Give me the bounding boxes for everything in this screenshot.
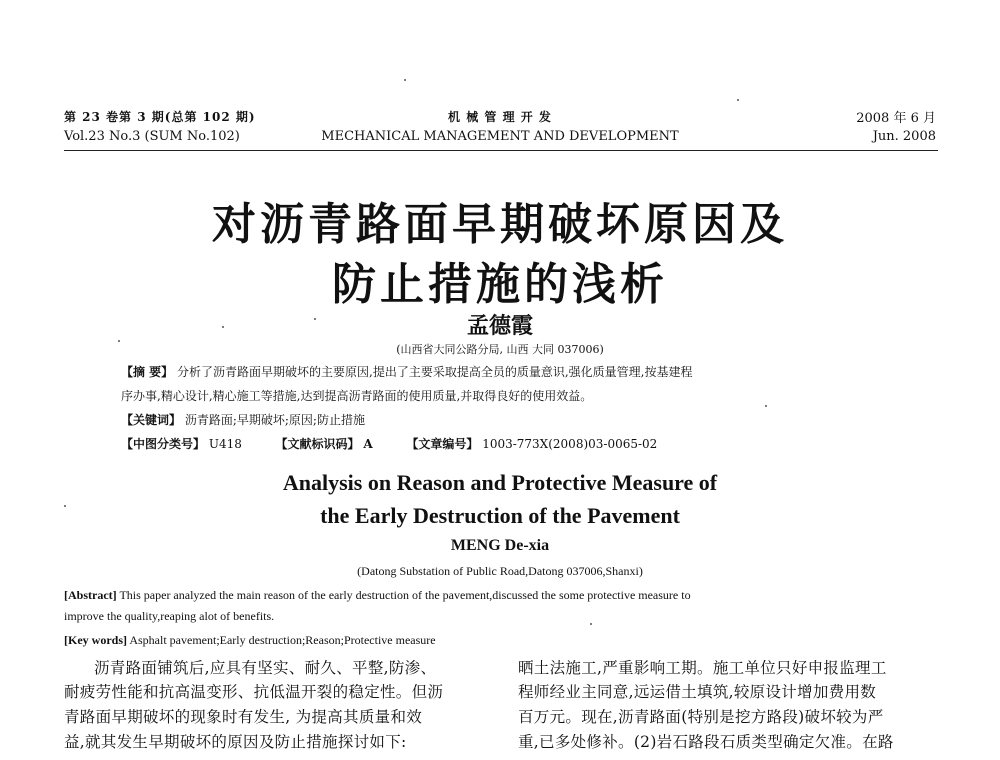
abstract-cn-line2: 序办事,精心设计,精心施工等措施,达到提高沥青路面的使用质量,并取得良好的使用效益。 bbox=[121, 389, 593, 403]
header-journal-en: MECHANICAL MANAGEMENT AND DEVELOPMENT bbox=[321, 129, 679, 144]
header-rule bbox=[64, 150, 938, 151]
body-left-line4: 益,就其发生早期破坏的原因及防止措施探讨如下: bbox=[64, 733, 407, 751]
keywords-cn-text: 沥青路面;早期破坏;原因;防止措施 bbox=[184, 413, 365, 427]
abstract-cn-text: 分析了沥青路面早期破坏的主要原因,提出了主要采取提高全员的质量意识,强化质量管理,按基建程 bbox=[177, 365, 693, 379]
keywords-en bbox=[64, 633, 436, 648]
abstract-en-label: [Abstract] bbox=[64, 588, 117, 602]
scan-speck bbox=[590, 623, 592, 625]
body-left-line3: 青路面早期破坏的现象时有发生, 为提高其质量和效 bbox=[64, 708, 423, 726]
keywords-cn bbox=[121, 411, 365, 428]
header-date-cn: 2008 年 6 月 bbox=[856, 111, 936, 126]
scan-speck bbox=[404, 79, 406, 81]
title-en-line1: Analysis on Reason and Protective Measure of bbox=[282, 470, 718, 495]
article-no-label: 【文章编号】 bbox=[406, 437, 479, 451]
keywords-en-label: [Key words] bbox=[64, 633, 127, 647]
header-issue-en: Vol.23 No.3 (SUM No.102) bbox=[64, 129, 240, 144]
keywords-cn-label: 【关键词】 bbox=[121, 413, 182, 427]
body-left-line1: 沥青路面铺筑后,应具有坚实、耐久、平整,防渗、 bbox=[94, 659, 437, 677]
scan-speck bbox=[765, 405, 767, 407]
abstract-cn-line1 bbox=[121, 363, 692, 380]
abstract-en-line1 bbox=[64, 588, 691, 603]
abstract-en-text: This paper analyzed the main reason of the early destruction of the pavement,discussed the some protective measure to bbox=[119, 588, 691, 602]
clc-value: U418 bbox=[208, 437, 242, 451]
doc-code-label: 【文献标识码】 bbox=[275, 437, 360, 451]
title-cn-line2: 防止措施的浅析 bbox=[332, 259, 668, 310]
body-right-line4: 重,已多处修补。(2)岩石路段石质类型确定欠准。在路 bbox=[518, 733, 894, 751]
abstract-en-line2: improve the quality,reaping alot of benefits. bbox=[64, 609, 275, 623]
affiliation-cn: (山西省大同公路分局, 山西 大同 037006) bbox=[396, 343, 604, 356]
body-right-line1: 晒土法施工,严重影响工期。施工单位只好申报监理工 bbox=[518, 659, 887, 677]
body-left-line2: 耐疲劳性能和抗高温变形、抗低温开裂的稳定性。但沥 bbox=[64, 683, 444, 701]
author-en: MENG De-xia bbox=[450, 537, 550, 554]
body-right-line2: 程师经业主同意,远运借土填筑,较原设计增加费用数 bbox=[518, 683, 877, 701]
author-cn: 孟德霞 bbox=[466, 313, 533, 339]
doc-code-value: A bbox=[363, 437, 373, 451]
header-issue-cn: 第 23 卷第 3 期(总第 102 期) bbox=[64, 110, 256, 124]
classification-line bbox=[121, 435, 657, 452]
keywords-en-text: Asphalt pavement;Early destruction;Reason;Protective measure bbox=[129, 633, 436, 647]
header-journal-cn: 机 械 管 理 开 发 bbox=[448, 110, 552, 124]
clc-label: 【中图分类号】 bbox=[121, 437, 206, 451]
article-no-value: 1003-773X(2008)03-0065-02 bbox=[482, 437, 658, 451]
title-cn-line1: 对沥青路面早期破坏原因及 bbox=[212, 199, 788, 250]
body-right-line3: 百万元。现在,沥青路面(特别是挖方路段)破坏较为严 bbox=[518, 708, 884, 726]
affiliation-en: (Datong Substation of Public Road,Datong 037006,Shanxi) bbox=[357, 564, 643, 578]
scan-speck bbox=[737, 99, 739, 101]
title-en-line2: the Early Destruction of the Pavement bbox=[320, 503, 680, 528]
header-date-en: Jun. 2008 bbox=[872, 129, 936, 144]
abstract-cn-label: 【摘 要】 bbox=[121, 365, 174, 379]
